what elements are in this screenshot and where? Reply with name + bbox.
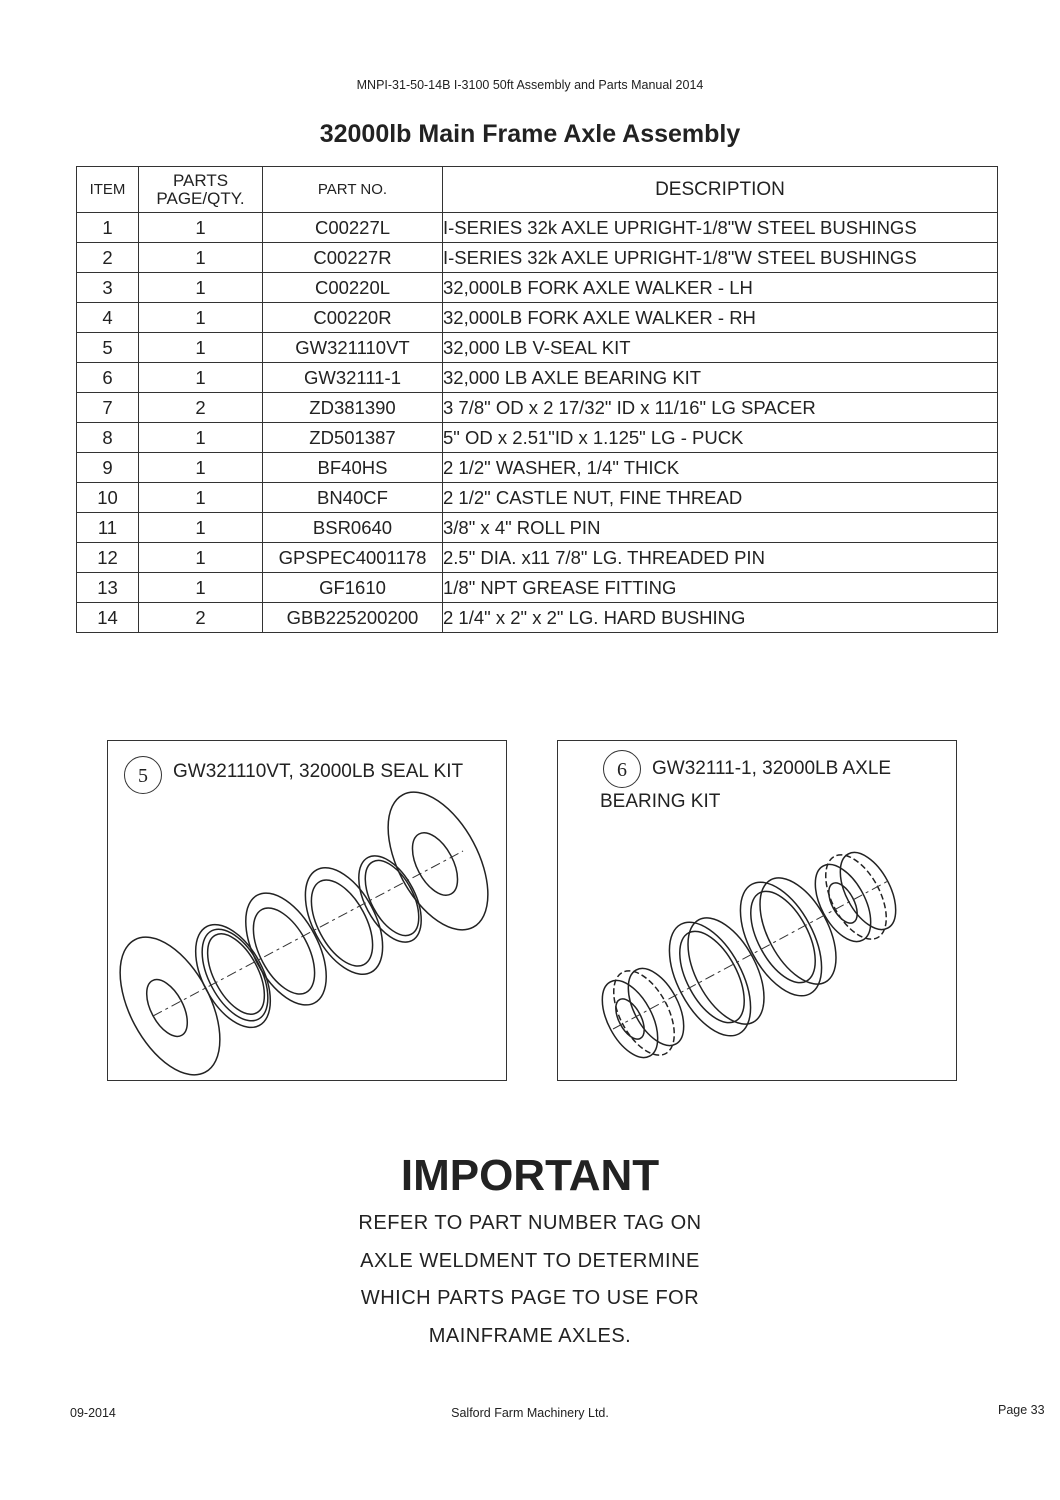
item-cell: 3 [77,273,139,303]
description-cell: 2 1/2" CASTLE NUT, FINE THREAD [443,483,998,513]
item-cell: 6 [77,363,139,393]
part-number-cell: GF1610 [263,573,443,603]
qty-cell: 1 [139,543,263,573]
qty-cell: 1 [139,243,263,273]
table-row [77,573,998,603]
item-cell: 5 [77,333,139,363]
qty-cell: 1 [139,423,263,453]
table-row [77,273,998,303]
qty-cell: 1 [139,273,263,303]
bearing-cone-left [591,960,695,1067]
part-number-cell: C00227R [263,243,443,273]
part-number-cell: ZD501387 [263,423,443,453]
item-cell: 14 [77,603,139,633]
part-number-cell: GPSPEC4001178 [263,543,443,573]
item-cell: 4 [77,303,139,333]
important-note [0,1206,1060,1356]
important-line-3: WHICH PARTS PAGE TO USE FOR [360,1287,700,1309]
description-cell: 32,000 LB V-SEAL KIT [443,333,998,363]
description-cell: 32,000LB FORK AXLE WALKER - RH [443,303,998,333]
item-cell: 9 [77,453,139,483]
col-item-header: ITEM [77,167,139,213]
part-number-cell: BN40CF [263,483,443,513]
qty-cell: 1 [139,333,263,363]
item-cell: 11 [77,513,139,543]
part-number-cell: BF40HS [263,453,443,483]
table-row [77,333,998,363]
item-cell: 12 [77,543,139,573]
item-cell: 13 [77,573,139,603]
qty-cell: 1 [139,573,263,603]
seal-o-ring [346,846,434,952]
col-parts-header-line1: PARTS [172,170,229,190]
item-cell: 1 [77,213,139,243]
part-number-cell: ZD381390 [263,393,443,423]
page-title: 32000lb Main Frame Axle Assembly [319,120,741,148]
description-cell: 2.5" DIA. x11 7/8" LG. THREADED PIN [443,543,998,573]
description-cell: I-SERIES 32k AXLE UPRIGHT-1/8"W STEEL BUSHINGS [443,243,998,273]
table-row [77,603,998,633]
bearing-kit-label-line1: GW32111-1, 32000LB AXLE [652,758,892,779]
col-parts-header-line2: PAGE/QTY. [156,188,245,208]
important-line-4: MAINFRAME AXLES. [428,1324,632,1347]
table-row [77,243,998,273]
part-number-cell: BSR0640 [263,513,443,543]
bearing-cup-middle [653,906,780,1049]
table-header-row [77,167,998,213]
col-part-no-header: PART NO. [263,167,443,213]
qty-cell: 2 [139,603,263,633]
table-row [77,483,998,513]
description-cell: 32,000LB FORK AXLE WALKER - LH [443,273,998,303]
item-cell: 8 [77,423,139,453]
bearing-cone-right [804,844,907,951]
manual-header: MNPI-31-50-14B I-3100 50ft Assembly and Parts Manual 2014 [356,78,704,92]
part-number-cell: GW32111-1 [263,363,443,393]
item-cell: 2 [77,243,139,273]
bearing-kit-label-line2: BEARING KIT [600,791,721,812]
description-cell: 3 7/8" OD x 2 17/32" ID x 11/16" LG SPACER [443,393,998,423]
footer-date: 09-2014 [70,1406,116,1420]
qty-cell: 1 [139,363,263,393]
part-number-cell: GW321110VT [263,333,443,363]
seal-kit-item-number: 5 [124,756,162,794]
description-cell: 3/8" x 4" ROLL PIN [443,513,998,543]
bearing-kit-panel [557,740,957,1081]
important-line-2: AXLE WELDMENT TO DETERMINE [360,1249,700,1272]
seal-kit-panel [107,740,507,1081]
qty-cell: 1 [139,453,263,483]
parts-table [76,166,998,633]
qty-cell: 1 [139,213,263,243]
qty-cell: 1 [139,303,263,333]
part-number-cell: C00220R [263,303,443,333]
table-row [77,543,998,573]
description-cell: 1/8" NPT GREASE FITTING [443,573,998,603]
bearing-kit-exploded-drawing [558,741,956,1080]
description-cell: 2 1/2" WASHER, 1/4" THICK [443,453,998,483]
table-row [77,393,998,423]
item-cell: 7 [77,393,139,423]
description-cell: 2 1/4" x 2" x 2" LG. HARD BUSHING [443,603,998,633]
seal-kit-label: GW321110VT, 32000LB SEAL KIT [173,761,464,782]
table-row [77,513,998,543]
seal-kit-exploded-drawing [108,741,506,1080]
table-row [77,453,998,483]
part-number-cell: C00227L [263,213,443,243]
qty-cell: 1 [139,483,263,513]
col-description-header: DESCRIPTION [443,167,998,213]
col-parts-header [139,167,263,213]
table-row [77,423,998,453]
v-seal-ring [180,912,286,1039]
important-heading: IMPORTANT [400,1151,660,1200]
footer-page-number: Page 33 [998,1403,1045,1417]
qty-cell: 1 [139,513,263,543]
item-cell: 10 [77,483,139,513]
description-cell: 32,000 LB AXLE BEARING KIT [443,363,998,393]
part-number-cell: GBB225200200 [263,603,443,633]
description-cell: 5" OD x 2.51"ID x 1.125" LG - PUCK [443,423,998,453]
important-line-1: REFER TO PART NUMBER TAG ON [358,1212,702,1234]
table-row [77,363,998,393]
table-row [77,303,998,333]
part-number-cell: C00220L [263,273,443,303]
description-cell: I-SERIES 32k AXLE UPRIGHT-1/8"W STEEL BUSHINGS [443,213,998,243]
table-row [77,213,998,243]
qty-cell: 2 [139,393,263,423]
bearing-kit-item-number: 6 [603,750,641,788]
footer-company: Salford Farm Machinery Ltd. [451,1406,609,1420]
